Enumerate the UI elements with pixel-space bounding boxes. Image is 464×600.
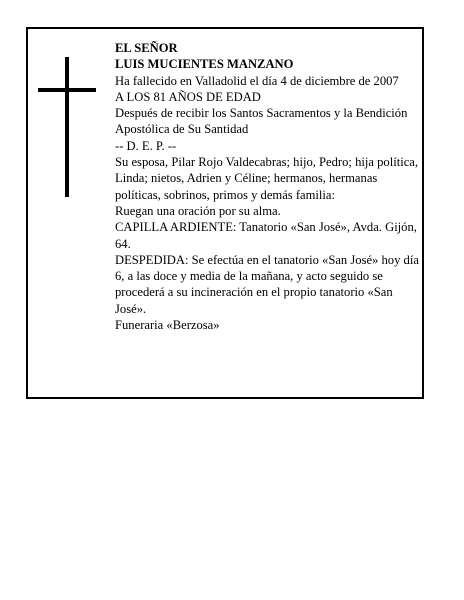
- farewell-line: DESPEDIDA: Se efectúa en el tanatorio «San José» hoy día 6, a las doce y media de la mañana, y acto seguido se procederá a su incineración en el propio tanatorio «San José».: [115, 252, 419, 316]
- cross-vertical-bar: [65, 57, 69, 197]
- obituary-notice: [26, 27, 424, 399]
- chapel-line: CAPILLA ARDIENTE: Tanatorio «San José», Avda. Gijón, 64.: [115, 220, 417, 251]
- funeral-home-line: Funeraria «Berzosa»: [115, 318, 220, 333]
- obituary-text: [115, 40, 424, 333]
- rip-line: -- D. E. P. --: [115, 138, 177, 153]
- age-line: A LOS 81 AÑOS DE EDAD: [115, 89, 261, 104]
- deceased-name: LUIS MUCIENTES MANZANO: [115, 57, 294, 72]
- sacraments-line: Después de recibir los Santos Sacramentos y la Bendición Apostólica de Su Santidad: [115, 106, 408, 137]
- death-info: Ha fallecido en Valladolid el día 4 de diciembre de 2007: [115, 73, 399, 88]
- cross-horizontal-bar: [38, 88, 96, 92]
- prayer-line: Ruegan una oración por su alma.: [115, 203, 281, 218]
- title-line: EL SEÑOR: [115, 41, 178, 55]
- family-line: Su esposa, Pilar Rojo Valdecabras; hijo, Pedro; hija política, Linda; nietos, Adrien y Céline; hermanos, hermanas políticas, sobrinos, primos y demás familia:: [115, 155, 419, 202]
- cross-icon: [38, 57, 96, 197]
